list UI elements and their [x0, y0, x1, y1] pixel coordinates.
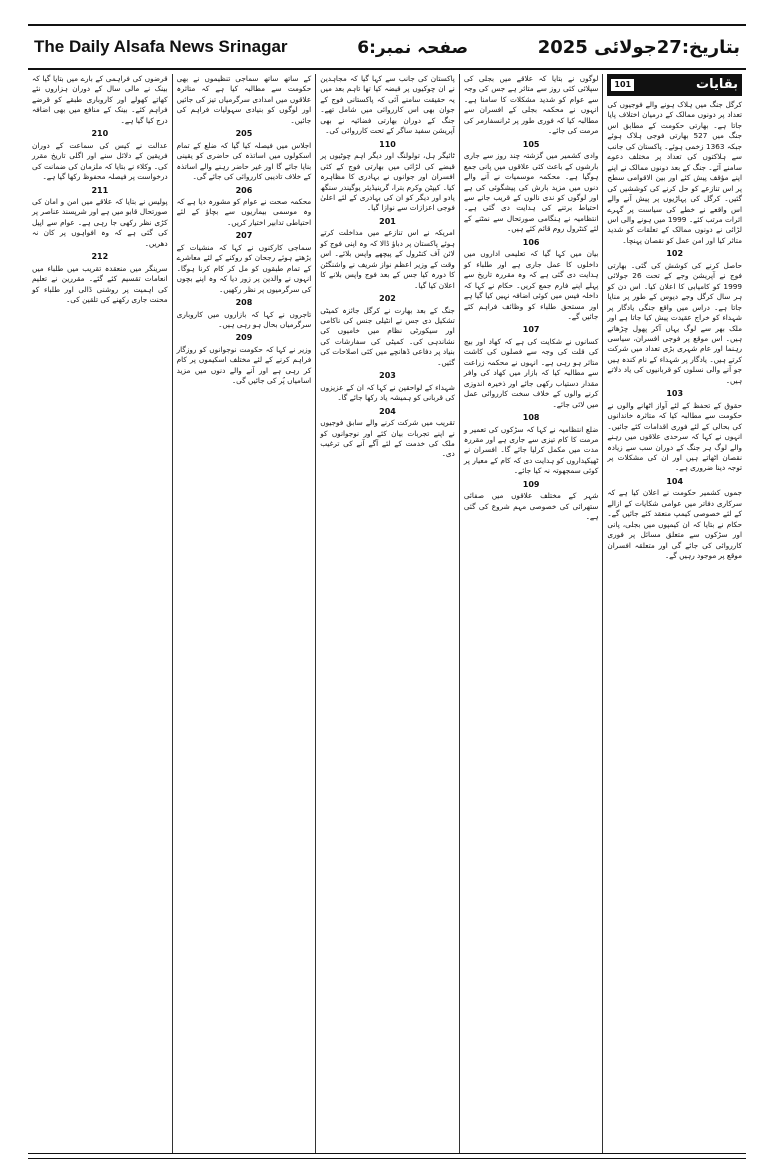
article-paragraph: کسانوں نے شکایت کی ہے کہ کھاد اور بیج کی قلت کی وجہ سے فصلوں کی کاشت متاثر ہو رہی ہے۔ انہوں نے محکمہ زراعت سے مطالبہ کیا کہ بازار میں کھاد کی وافر مقدار دستیاب رکھی جائے اور ذخیرہ اندوزی کرنے والوں کے خلاف سخت کارروائی عمل میں لائی جائے۔: [463, 336, 599, 409]
article-number: 103: [666, 389, 684, 399]
article-number: 107: [522, 325, 540, 335]
column-4: [172, 74, 316, 1153]
article-number: 209: [235, 333, 253, 343]
article-paragraph: عدالت نے کیس کی سماعت کے دوران فریقین کے دلائل سنے اور اگلی تاریخ مقرر کی۔ وکلاء نے بتایا کہ ملزمان کی ضمانت کی درخواست پر فیصلہ محفوظ رکھا گیا ہے۔: [32, 140, 168, 182]
column-5: [28, 74, 172, 1153]
article-paragraph: محکمہ صحت نے عوام کو مشورہ دیا ہے کہ وہ موسمی بیماریوں سے بچاؤ کے لئے احتیاطی تدابیر اختیار کریں۔: [176, 196, 312, 227]
article-number: 201: [379, 216, 396, 226]
article-number: 208: [235, 298, 253, 308]
article-paragraph: تقریب میں شرکت کرنے والے سابق فوجیوں نے اپنے تجربات بیان کئے اور نوجوانوں کو ملک کی خدمت کے لئے آگے آنے کی ترغیب دی۔: [320, 418, 455, 459]
article-number: 212: [91, 252, 109, 262]
section-title: بقایات: [696, 76, 738, 92]
article-number: 210: [91, 129, 109, 139]
article-number: 106: [522, 237, 540, 247]
article-number: 204: [379, 406, 396, 416]
section-banner: [607, 74, 742, 96]
article-paragraph: لوگوں نے بتایا کہ علاقے میں بجلی کی سپلائی کئی روز سے متاثر ہے جس کی وجہ سے عوام کو شدید مشکلات کا سامنا ہے۔ انہوں نے محکمہ بجلی کے افسران سے مطالبہ کیا کہ فوری طور پر ٹرانسفارمر کی مرمت کی جائے۔: [463, 74, 599, 136]
article-paragraph: جنگ کے بعد بھارت نے کرگل جائزہ کمیٹی تشکیل دی جس نے انٹیلی جنس کی ناکامی اور سیکورٹی نظام میں خامیوں کی نشاندہی کی۔ کمیٹی کی سفارشات کی بنیاد پر دفاعی ڈھانچے میں کئی اصلاحات کی گئیں۔: [320, 305, 455, 367]
article-number: 203: [379, 371, 396, 381]
article-paragraph: تاجروں نے کہا کہ بازاروں میں کاروباری سرگرمیاں بحال ہو رہی ہیں۔: [176, 309, 312, 329]
article-paragraph: وزیر نے کہا کہ حکومت نوجوانوں کو روزگار فراہم کرنے کے لئے مختلف اسکیموں پر کام کر رہی ہے اور آنے والے دنوں میں مزید اسامیاں پُر کی جائیں گی۔: [176, 344, 312, 386]
article-paragraph: جموں کشمیر حکومت نے اعلان کیا ہے کہ سرکاری دفاتر میں عوامی شکایات کے ازالے کے لئے خصوصی کیمپ منعقد کئے جائیں گے۔ حکام نے بتایا کہ ان کیمپوں میں بجلی، پانی اور سڑکوں سے متعلق مسائل پر فوری کارروائی کی جائے گی اور متعلقہ افسران موقع پر موجود رہیں گے۔: [607, 488, 742, 561]
article-paragraph: سرینگر میں منعقدہ تقریب میں طلباء میں انعامات تقسیم کئے گئے۔ مقررین نے تعلیم کی اہمیت پر روشنی ڈالی اور طلباء کو محنت جاری رکھنے کی تلقین کی۔: [32, 263, 168, 305]
newspaper-title: The Daily Alsafa News Srinagar: [34, 37, 288, 56]
article-paragraph: ٹائیگر ہل، تولولنگ اور دیگر اہم چوٹیوں پر قبضے کی لڑائی میں بھارتی فوج کے کئی افسران اور جوانوں نے بہادری کا مظاہرہ کیا۔ کیپٹن وکرم بترا، گرینیڈیئر یوگیندر سنگھ یادو اور دیگر کو ان کی بہادری کے لئے اعلیٰ فوجی اعزازات سے نوازا گیا۔: [320, 151, 455, 213]
article-paragraph: شہداء کے لواحقین نے کہا کہ ان کے عزیزوں کی قربانی کو ہمیشہ یاد رکھا جائے گا۔: [320, 382, 455, 403]
column-3: [315, 74, 459, 1153]
article-number: 207: [235, 231, 253, 241]
article-paragraph: سماجی کارکنوں نے کہا کہ منشیات کے بڑھتے ہوئے رجحان کو روکنے کے لئے معاشرے کے تمام طبقوں کو مل کر کام کرنا ہوگا۔ انہوں نے والدین پر زور دیا کہ وہ اپنے بچوں کی سرگرمیوں پر نظر رکھیں۔: [176, 242, 312, 294]
article-paragraph: کے ساتھ ساتھ سماجی تنظیموں نے بھی حکومت سے مطالبہ کیا ہے کہ متاثرہ علاقوں میں امدادی سرگرمیاں تیز کی جائیں اور لوگوں کو بنیادی سہولیات فراہم کی جائیں۔: [176, 74, 312, 125]
issue-date: بتاریخ:27جولائی 2025: [537, 36, 740, 58]
article-number: 108: [522, 413, 540, 423]
article-paragraph: امریکہ نے اس تنازعے میں مداخلت کرتے ہوئے پاکستان پر دباؤ ڈالا کہ وہ اپنی فوج کو لائن آف کنٹرول کے پیچھے واپس بلائے۔ اس وقت کے وزیر اعظم نواز شریف نے واشنگٹن کا دورہ کیا جس کے بعد فوج واپس بلانے کا اعلان کیا گیا۔: [320, 228, 455, 290]
article-paragraph: حاصل کرنے کی کوشش کی گئی۔ بھارتی فوج نے آپریشن وجے کے تحت 26 جولائی 1999 کو کامیابی کا اعلان کیا۔ اس دن کو ہر سال کرگل وجے دیوس کے طور پر منایا جاتا ہے۔ دراس میں واقع جنگی یادگار پر شہداء کو خراج عقیدت پیش کیا جاتا ہے اور ملک بھر سے لوگ یہاں آکر پھول چڑھاتے ہیں۔ اس موقع پر فوجی افسران، سیاسی رہنما اور عام شہری بڑی تعداد میں شرکت کرتے ہیں۔ یادگار پر شہداء کے نام کندہ ہیں جو آنے والی نسلوں کو قربانیوں کی یاد دلاتے ہیں۔: [607, 260, 742, 385]
footer-rule: [28, 1158, 746, 1159]
article-paragraph: ضلع انتظامیہ نے کہا کہ سڑکوں کی تعمیر و مرمت کا کام تیزی سے جاری ہے اور مقررہ مدت میں مکمل کرلیا جائے گا۔ افسران نے ٹھیکیداروں کو ہدایت دی کہ کام کے معیار پر کوئی سمجھوتہ نہ کیا جائے۔: [463, 424, 599, 476]
article-paragraph: کرگل جنگ میں ہلاک ہونے والے فوجیوں کی تعداد پر دونوں ممالک کے درمیان اختلاف پایا جاتا ہے۔ بھارتی حکومت کے مطابق اس جنگ میں 527 بھارتی فوجی ہلاک ہوئے جبکہ 1363 زخمی ہوئے۔ پاکستان کی جانب سے ہلاکتوں کی تعداد پر مختلف دعوے سامنے آئے۔ جنگ کے بعد دونوں ممالک نے اپنے اپنے مؤقف پیش کئے اور بین الاقوامی سطح پر اس تنازعے کو حل کرنے کی کوششیں کی گئیں۔ کرگل کی پہاڑیوں پر پیش آنے والے اس واقعے نے خطے کی سیاست پر گہرے اثرات مرتب کئے۔ 1999 میں ہونے والی اس لڑائی نے دونوں ممالک کے تعلقات کو شدید متاثر کیا اور امن عمل کو نقصان پہنچا۔: [607, 100, 743, 245]
article-columns: [28, 74, 746, 1154]
article-number: 202: [379, 294, 396, 304]
article-paragraph: حقوق کے تحفظ کے لئے آواز اٹھانے والوں نے حکومت سے مطالبہ کیا کہ متاثرہ خاندانوں کی بحالی کے لئے فوری اقدامات کئے جائیں۔ انہوں نے کہا کہ سرحدی علاقوں میں رہنے والے لوگ ہر جنگ کے دوران سب سے زیادہ نقصان اٹھاتے ہیں اور ان کی مشکلات پر توجہ دینا ضروری ہے۔: [607, 400, 742, 473]
column-2: [459, 74, 603, 1153]
article-number: 102: [666, 249, 684, 259]
article-number: 206: [235, 185, 253, 195]
article-number: 211: [91, 185, 109, 195]
article-paragraph: اجلاس میں فیصلہ کیا گیا کہ ضلع کے تمام اسکولوں میں اساتذہ کی حاضری کو یقینی بنایا جائے گا اور غیر حاضر رہنے والے اساتذہ کے خلاف تادیبی کارروائی کی جائے گی۔: [176, 140, 312, 182]
article-number: 110: [379, 139, 396, 149]
article-paragraph: پولیس نے بتایا کہ علاقے میں امن و امان کی صورتحال قابو میں ہے اور شرپسند عناصر پر کڑی نظر رکھی جا رہی ہے۔ عوام سے اپیل کی گئی ہے کہ وہ افواہوں پر کان نہ دھریں۔: [32, 196, 168, 248]
article-paragraph: قرضوں کی فراہمی کے بارے میں بتایا گیا کہ بینک نے مالی سال کے دوران ہزاروں نئے کھاتے کھولے اور کاروباری طبقے کو قرضے فراہم کئے۔ بینک کے منافع میں بھی اضافہ درج کیا گیا ہے۔: [32, 74, 168, 125]
article-number: 109: [522, 479, 540, 489]
masthead: [28, 24, 746, 70]
article-number: 105: [522, 139, 540, 149]
article-paragraph: وادی کشمیر میں گزشتہ چند روز سے جاری بارشوں کے باعث کئی علاقوں میں پانی جمع ہوگیا ہے۔ محکمہ موسمیات نے آنے والے دنوں میں مزید بارش کی پیشگوئی کی ہے اور لوگوں کو ندی نالوں کے قریب جانے سے احتیاط برتنے کی ہدایت دی گئی ہے۔ انتظامیہ نے ہنگامی صورتحال سے نمٹنے کے لئے کنٹرول روم قائم کئے ہیں۔: [463, 151, 599, 234]
article-paragraph: بیان میں کہا گیا کہ تعلیمی اداروں میں داخلوں کا عمل جاری ہے اور طلباء کو ہدایت دی گئی ہے کہ وہ مقررہ تاریخ سے پہلے اپنے فارم جمع کریں۔ حکام نے کہا کہ داخلہ فیس میں کوئی اضافہ نہیں کیا گیا ہے اور مستحق طلباء کو وظائف فراہم کئے جائیں گے۔: [463, 249, 599, 321]
section-first-number: 101: [611, 79, 634, 91]
article-number: 205: [235, 129, 253, 139]
page-number: صفحہ نمبر:6: [357, 37, 468, 58]
article-number: 104: [666, 476, 684, 486]
article-paragraph: شہر کے مختلف علاقوں میں صفائی ستھرائی کی خصوصی مہم شروع کی گئی ہے۔: [463, 491, 599, 522]
column-1: [602, 74, 746, 1153]
article-paragraph: پاکستان کی جانب سے کہا گیا کہ مجاہدین نے ان چوکیوں پر قبضہ کیا تھا تاہم بعد میں یہ حقیقت سامنے آئی کہ پاکستانی فوج کے جوان بھی اس کارروائی میں شامل تھے۔ جنگ کے دوران بھارتی فضائیہ نے بھی آپریشن سفید ساگر کے تحت کارروائی کی۔: [320, 74, 455, 136]
